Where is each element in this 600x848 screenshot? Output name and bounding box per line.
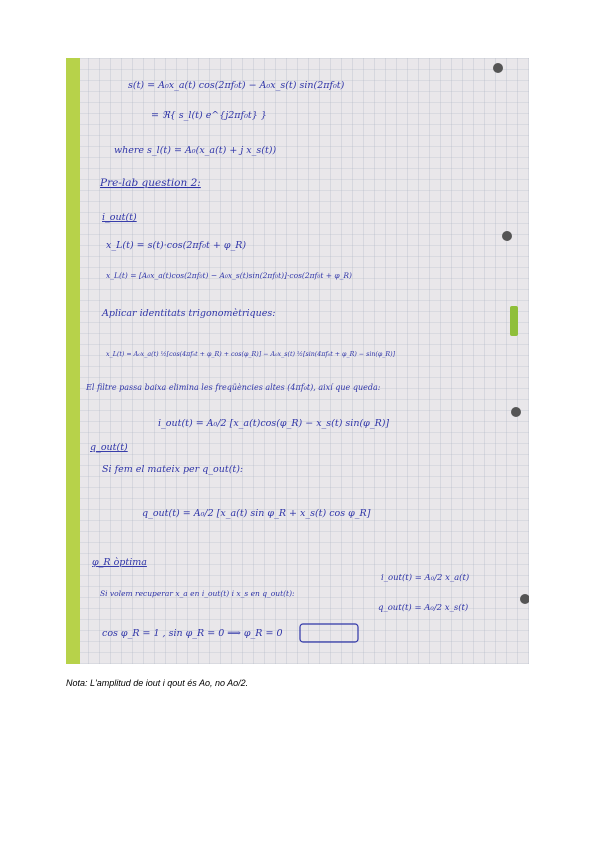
note-line-9: x_L(t) = A₀x_a(t) ½[cos(4πf₀t + φ_R) + cos(φ_R)] − A₀x_s(t) ½[sin(4πf₀t + φ_R) − sin(φ_R)] [106, 351, 396, 358]
note-line-13: Si fem el mateix per q_out(t): [102, 464, 244, 475]
page-tab [510, 306, 518, 336]
note-line-8: Aplicar identitats trigonomètriques: [102, 308, 276, 319]
note-line-14: q_out(t) = A₀/2 [x_a(t) sin φ_R + x_s(t) cos φ_R] [142, 508, 371, 519]
note-line-12: q_out(t) [90, 442, 128, 453]
punch-hole [493, 63, 503, 73]
note-line-18: i_out(t) = A₀/2 x_a(t) [381, 573, 470, 583]
note-line-5: i_out(t) [102, 212, 137, 223]
note-line-16: Si volem recuperar x_a en i_out(t) i x_s en q_out(t): [100, 589, 295, 598]
punch-hole [502, 231, 512, 241]
note-line-19: q_out(t) = A₀/2 x_s(t) [378, 603, 469, 613]
note-line-6: x_L(t) = s(t)·cos(2πf₀t + φ_R) [106, 240, 247, 251]
note-line-1: s(t) = A₀x_a(t) cos(2πf₀t) − A₀x_s(t) sin(2πf₀t) [128, 80, 345, 91]
punch-hole [511, 407, 521, 417]
note-caption: Nota: L'amplitud de iout i qout és Ao, no Ao/2. [66, 678, 249, 688]
note-line-2: = ℜ{ s_l(t) e^{j2πf₀t} } [151, 110, 267, 121]
margin-strip [66, 58, 80, 664]
note-line-10: El filtre passa baixa elimina les freqüències altes (4πf₀t), així que queda: [86, 383, 381, 392]
note-line-3: where s_l(t) = A₀(x_a(t) + j x_s(t)) [114, 145, 277, 156]
note-line-7: x_L(t) = [A₀x_a(t)cos(2πf₀t) − A₀x_s(t)sin(2πf₀t)]·cos(2πf₀t + φ_R) [106, 271, 352, 280]
handwritten-notes-photo [66, 58, 529, 664]
note-line-4: Pre-lab question 2: [100, 177, 201, 189]
note-line-15: φ_R òptima [92, 557, 147, 568]
note-line-11: i_out(t) = A₀/2 [x_a(t)cos(φ_R) − x_s(t) sin(φ_R)] [158, 418, 390, 429]
note-line-17: cos φ_R = 1 , sin φ_R = 0 ⟹ φ_R = 0 [102, 628, 283, 639]
